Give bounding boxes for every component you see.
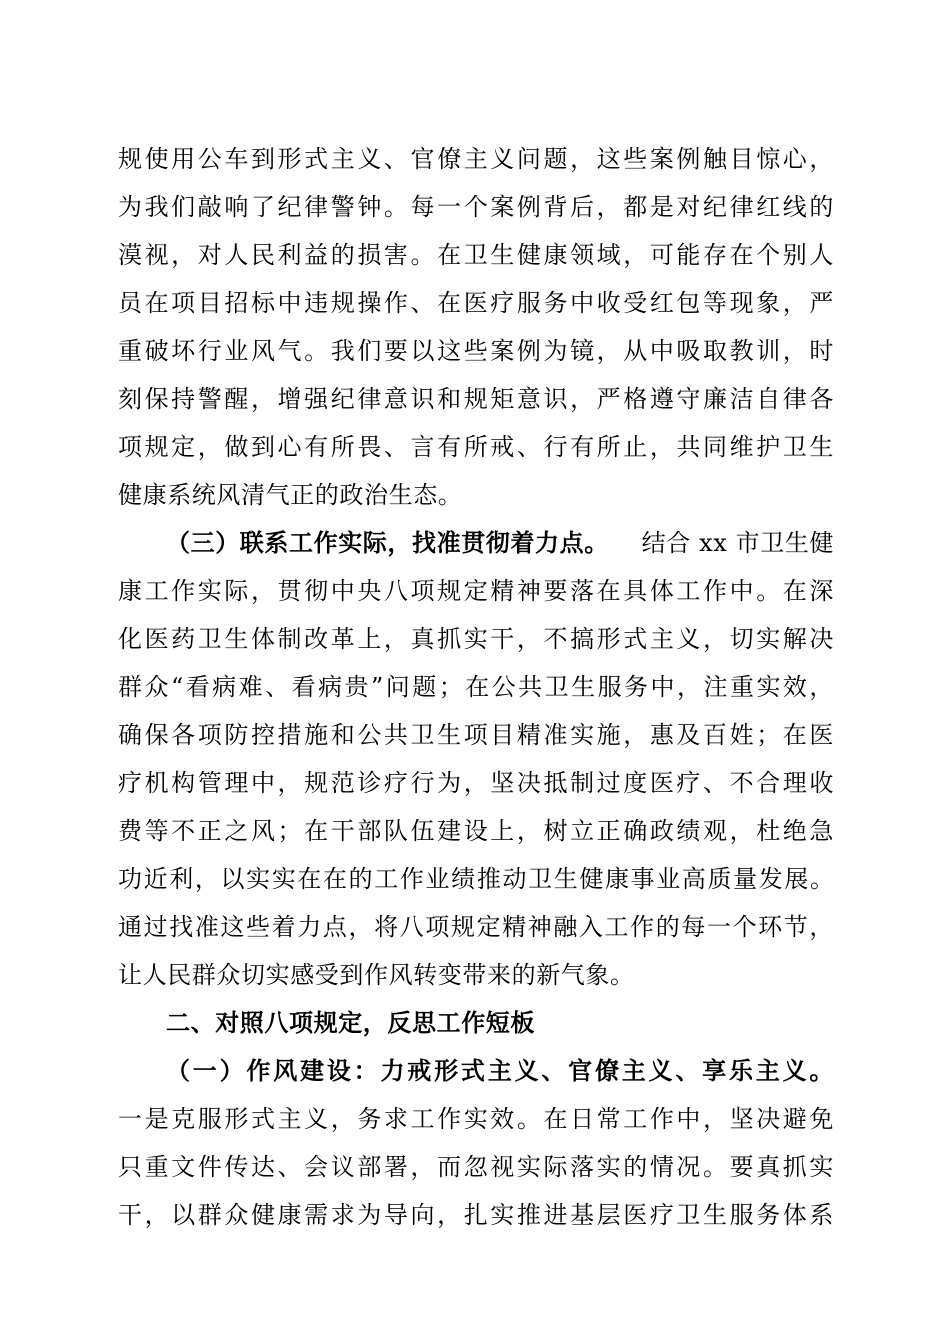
paragraph-lead-line — [166, 525, 834, 561]
paragraph-line: 功近利，以实实在在的工作业绩推动卫生健康事业高质量发展。 — [118, 865, 834, 893]
subsection-lead-rest: 结合 xx 市卫生健 — [641, 529, 834, 557]
paragraph-line: 干，以群众健康需求为导向，扎实推进基层医疗卫生服务体系 — [118, 1201, 834, 1229]
paragraph-line: 规使用公车到形式主义、官僚主义问题，这些案例触目惊心， — [118, 145, 834, 173]
paragraph-line: 费等不正之风；在干部队伍建设上，树立正确政绩观，杜绝急 — [118, 817, 834, 845]
paragraph-line: 让人民群众切实感受到作风转变带来的新气象。 — [118, 961, 635, 989]
paragraph-line: 只重文件传达、会议部署，而忽视实际落实的情况。要真抓实 — [118, 1153, 834, 1181]
paragraph-line: 健康系统风清气正的政治生态。 — [118, 481, 463, 509]
paragraph-line: 疗机构管理中，规范诊疗行为，坚决抵制过度医疗、不合理收 — [118, 769, 834, 797]
paragraph-line: 为我们敲响了纪律警钟。每一个案例背后，都是对纪律红线的 — [118, 193, 834, 221]
paragraph-line: 康工作实际，贯彻中央八项规定精神要落在具体工作中。在深 — [118, 577, 834, 605]
paragraph-line: 漠视，对人民利益的损害。在卫生健康领域，可能存在个别人 — [118, 241, 834, 269]
paragraph-line: 重破坏行业风气。我们要以这些案例为镜，从中吸取教训，时 — [118, 337, 834, 365]
paragraph-line: 刻保持警醒，增强纪律意识和规矩意识，严格遵守廉洁自律各 — [118, 385, 834, 413]
paragraph-line: 项规定，做到心有所畏、言有所戒、行有所止，共同维护卫生 — [118, 433, 834, 461]
paragraph-line: 化医药卫生体制改革上，真抓实干，不搞形式主义，切实解决 — [118, 625, 834, 653]
section-heading: 二、对照八项规定，反思工作短板 — [166, 1009, 535, 1037]
subsection-lead: （三）联系工作实际，找准贯彻着力点。 — [166, 528, 609, 557]
paragraph-line: 一是克服形式主义，务求工作实效。在日常工作中，坚决避免 — [118, 1105, 834, 1133]
paragraph-line: 通过找准这些着力点，将八项规定精神融入工作的每一个环节， — [118, 913, 834, 941]
subsection-lead: （一）作风建设：力戒形式主义、官僚主义、享乐主义。 — [166, 1056, 834, 1085]
paragraph-line: 群众“看病难、看病贵”问题；在公共卫生服务中，注重实效， — [118, 673, 834, 701]
paragraph-line: 确保各项防控措施和公共卫生项目精准实施，惠及百姓；在医 — [118, 721, 834, 749]
paragraph-line: 员在项目招标中违规操作、在医疗服务中收受红包等现象，严 — [118, 289, 834, 317]
